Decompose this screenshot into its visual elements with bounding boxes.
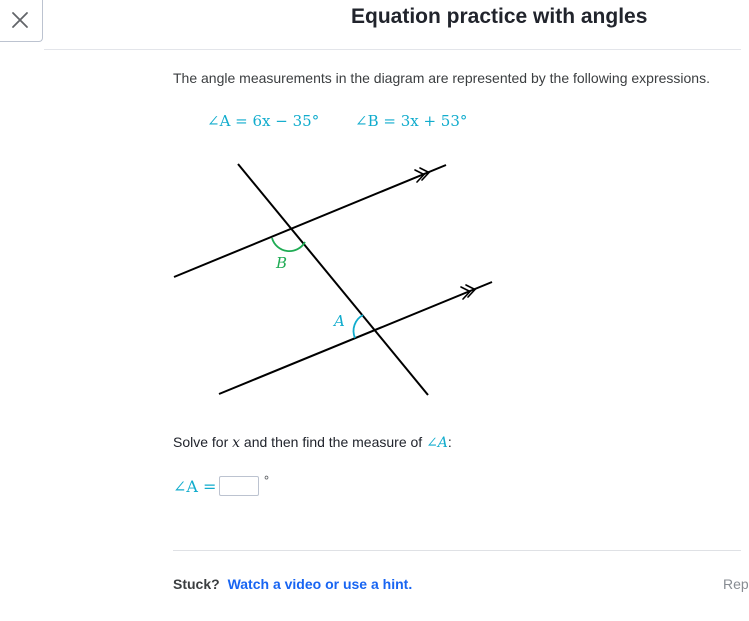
transversal-line	[238, 164, 428, 395]
expression-angle-b-name: ∠B	[355, 112, 379, 130]
expression-angle-a	[207, 112, 319, 130]
solve-prompt-suffix: :	[447, 434, 452, 450]
answer-row	[173, 476, 269, 496]
stuck-label: Stuck?	[173, 576, 220, 592]
parallel-line-lower	[219, 282, 492, 394]
problem-intro: The angle measurements in the diagram are represented by the following expressions.	[173, 70, 710, 86]
parallel-line-upper	[174, 165, 446, 277]
solve-prompt-prefix: Solve for	[173, 434, 233, 450]
help-link[interactable]: Watch a video or use a hint.	[227, 576, 413, 592]
report-link[interactable]: Rep	[723, 576, 749, 592]
solve-prompt-middle: and then find the measure of	[240, 434, 427, 450]
answer-label: ∠A =	[173, 476, 217, 496]
degree-unit: °	[263, 474, 270, 488]
solve-prompt-variable: x	[232, 435, 241, 451]
angle-a-label: A	[334, 312, 345, 330]
close-button[interactable]	[0, 0, 43, 42]
solve-prompt	[173, 434, 452, 451]
expression-angle-b-value: = 3x + 53°	[378, 112, 468, 130]
expression-angle-a-value: = 6x − 35°	[230, 112, 320, 130]
footer-divider	[173, 550, 741, 551]
answer-input[interactable]	[219, 476, 259, 496]
solve-prompt-angle: ∠A	[426, 435, 448, 451]
header-divider	[44, 49, 741, 50]
close-icon	[11, 11, 29, 29]
angle-b-label: B	[276, 254, 288, 272]
expression-angle-b	[355, 112, 467, 130]
help-footer	[173, 576, 412, 592]
angle-diagram	[160, 150, 500, 400]
expression-angle-a-name: ∠A	[207, 112, 231, 130]
page-title: Equation practice with angles	[351, 5, 648, 28]
